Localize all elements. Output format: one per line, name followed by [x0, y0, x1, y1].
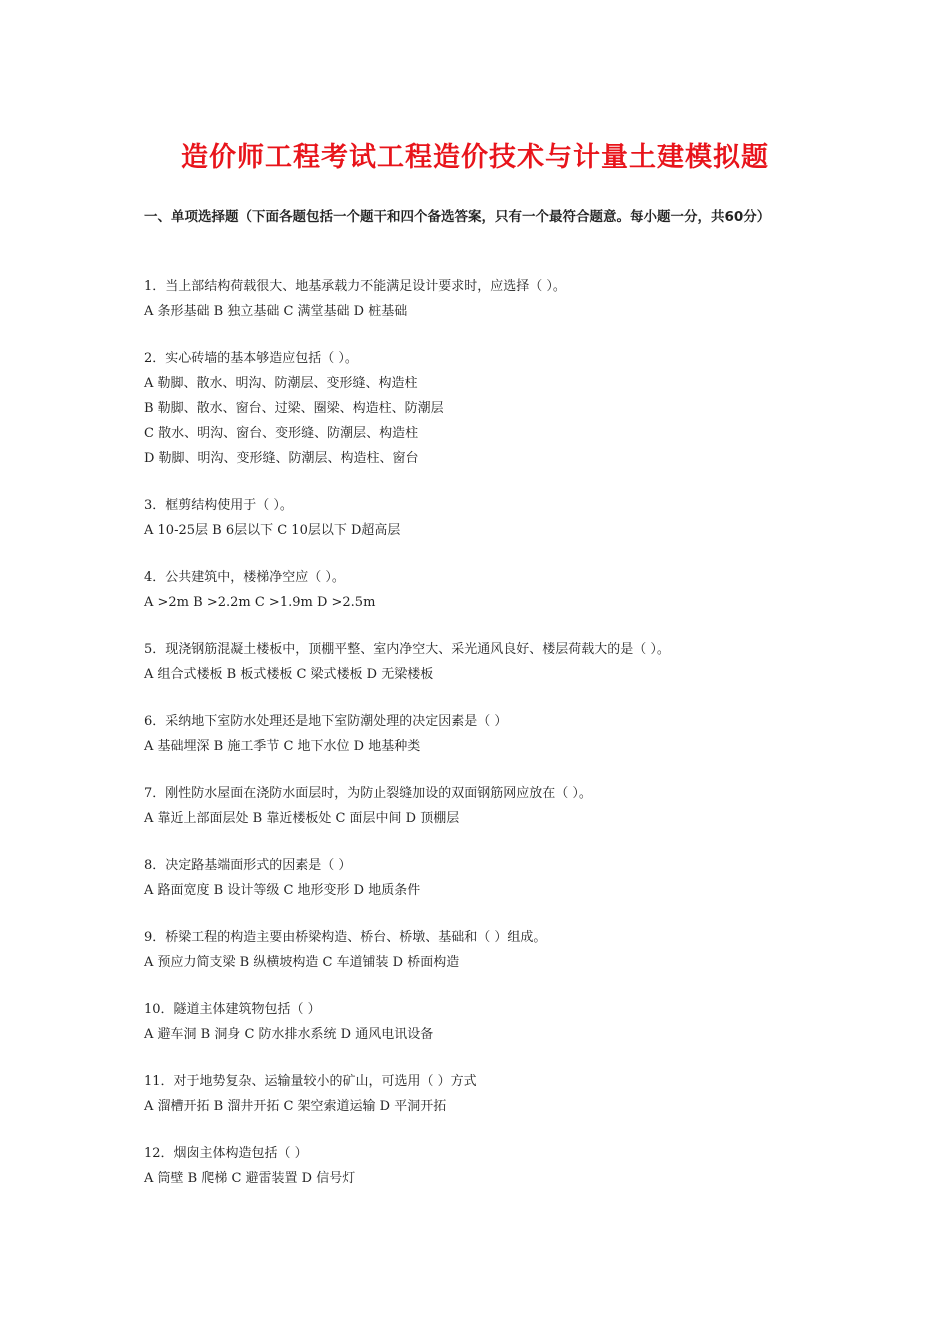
question-item [144, 637, 824, 687]
question-stem: 10．隧道主体建筑物包括（ ） [144, 1002, 321, 1017]
question-options: A 溜槽开拓 B 溜井开拓 C 架空索道运输 D 平洞开拓 [144, 1099, 447, 1114]
question-stem: 4．公共建筑中，楼梯净空应（ ）。 [144, 570, 345, 585]
question-stem: 7．刚性防水屋面在浇防水面层时，为防止裂缝加设的双面钢筋网应放在（ ）。 [144, 786, 592, 801]
question-stem: 8．决定路基端面形式的因素是（ ） [144, 858, 352, 873]
question-options: A 条形基础 B 独立基础 C 满堂基础 D 桩基础 [144, 304, 408, 319]
question-stem: 6．采纳地下室防水处理还是地下室防潮处理的决定因素是（ ） [144, 714, 508, 729]
question-stem: 5．现浇钢筋混凝土楼板中，顶棚平整、室内净空大、采光通风良好、楼层荷载大的是（ ）。 [144, 642, 670, 657]
question-item [144, 709, 824, 759]
question-options: C 散水、明沟、窗台、变形缝、防潮层、构造柱 [144, 426, 419, 441]
question-options: A >2m B >2.2m C >1.9m D >2.5m [144, 595, 376, 610]
question-item [144, 997, 824, 1047]
question-options: A 10-25层 B 6层以下 C 10层以下 D超高层 [144, 523, 401, 538]
question-stem: 9．桥梁工程的构造主要由桥梁构造、桥台、桥墩、基础和（ ）组成。 [144, 930, 547, 945]
question-stem: 2．实心砖墙的基本够造应包括（ ）。 [144, 351, 358, 366]
question-item [144, 1069, 824, 1119]
document-title: 造价师工程考试工程造价技术与计量土建模拟题 [181, 142, 769, 173]
question-stem: 12．烟囱主体构造包括（ ） [144, 1146, 308, 1161]
question-item [144, 925, 824, 975]
section-heading: 一、单项选择题（下面各题包括一个题干和四个备选答案，只有一个最符合题意。每小题一分，共60分） [144, 209, 771, 225]
question-options: A 筒壁 B 爬梯 C 避雷装置 D 信号灯 [144, 1171, 356, 1186]
question-stem: 1．当上部结构荷载很大、地基承载力不能满足设计要求时，应选择（ ）。 [144, 279, 566, 294]
question-options: A 路面宽度 B 设计等级 C 地形变形 D 地质条件 [144, 883, 421, 898]
question-item [144, 853, 824, 903]
question-item [144, 274, 824, 324]
question-options: A 靠近上部面层处 B 靠近楼板处 C 面层中间 D 顶棚层 [144, 811, 460, 826]
question-item [144, 493, 824, 543]
question-stem: 3．框剪结构使用于（ ）。 [144, 498, 293, 513]
question-options: A 组合式楼板 B 板式楼板 C 梁式楼板 D 无梁楼板 [144, 667, 434, 682]
question-options: A 基础埋深 B 施工季节 C 地下水位 D 地基种类 [144, 739, 421, 754]
question-options: D 勒脚、明沟、变形缝、防潮层、构造柱、窗台 [144, 451, 419, 466]
question-item [144, 781, 824, 831]
question-stem: 11．对于地势复杂、运输量较小的矿山，可选用（ ）方式 [144, 1074, 477, 1089]
question-options: A 避车洞 B 洞身 C 防水排水系统 D 通风电讯设备 [144, 1027, 434, 1042]
question-options: A 预应力简支梁 B 纵横坡构造 C 车道铺装 D 桥面构造 [144, 955, 460, 970]
question-options: A 勒脚、散水、明沟、防潮层、变形缝、构造柱 [144, 376, 418, 391]
question-list [144, 274, 824, 1213]
question-item [144, 565, 824, 615]
question-options: B 勒脚、散水、窗台、过梁、圈梁、构造柱、防潮层 [144, 401, 444, 416]
question-item [144, 1141, 824, 1191]
question-item [144, 346, 824, 471]
